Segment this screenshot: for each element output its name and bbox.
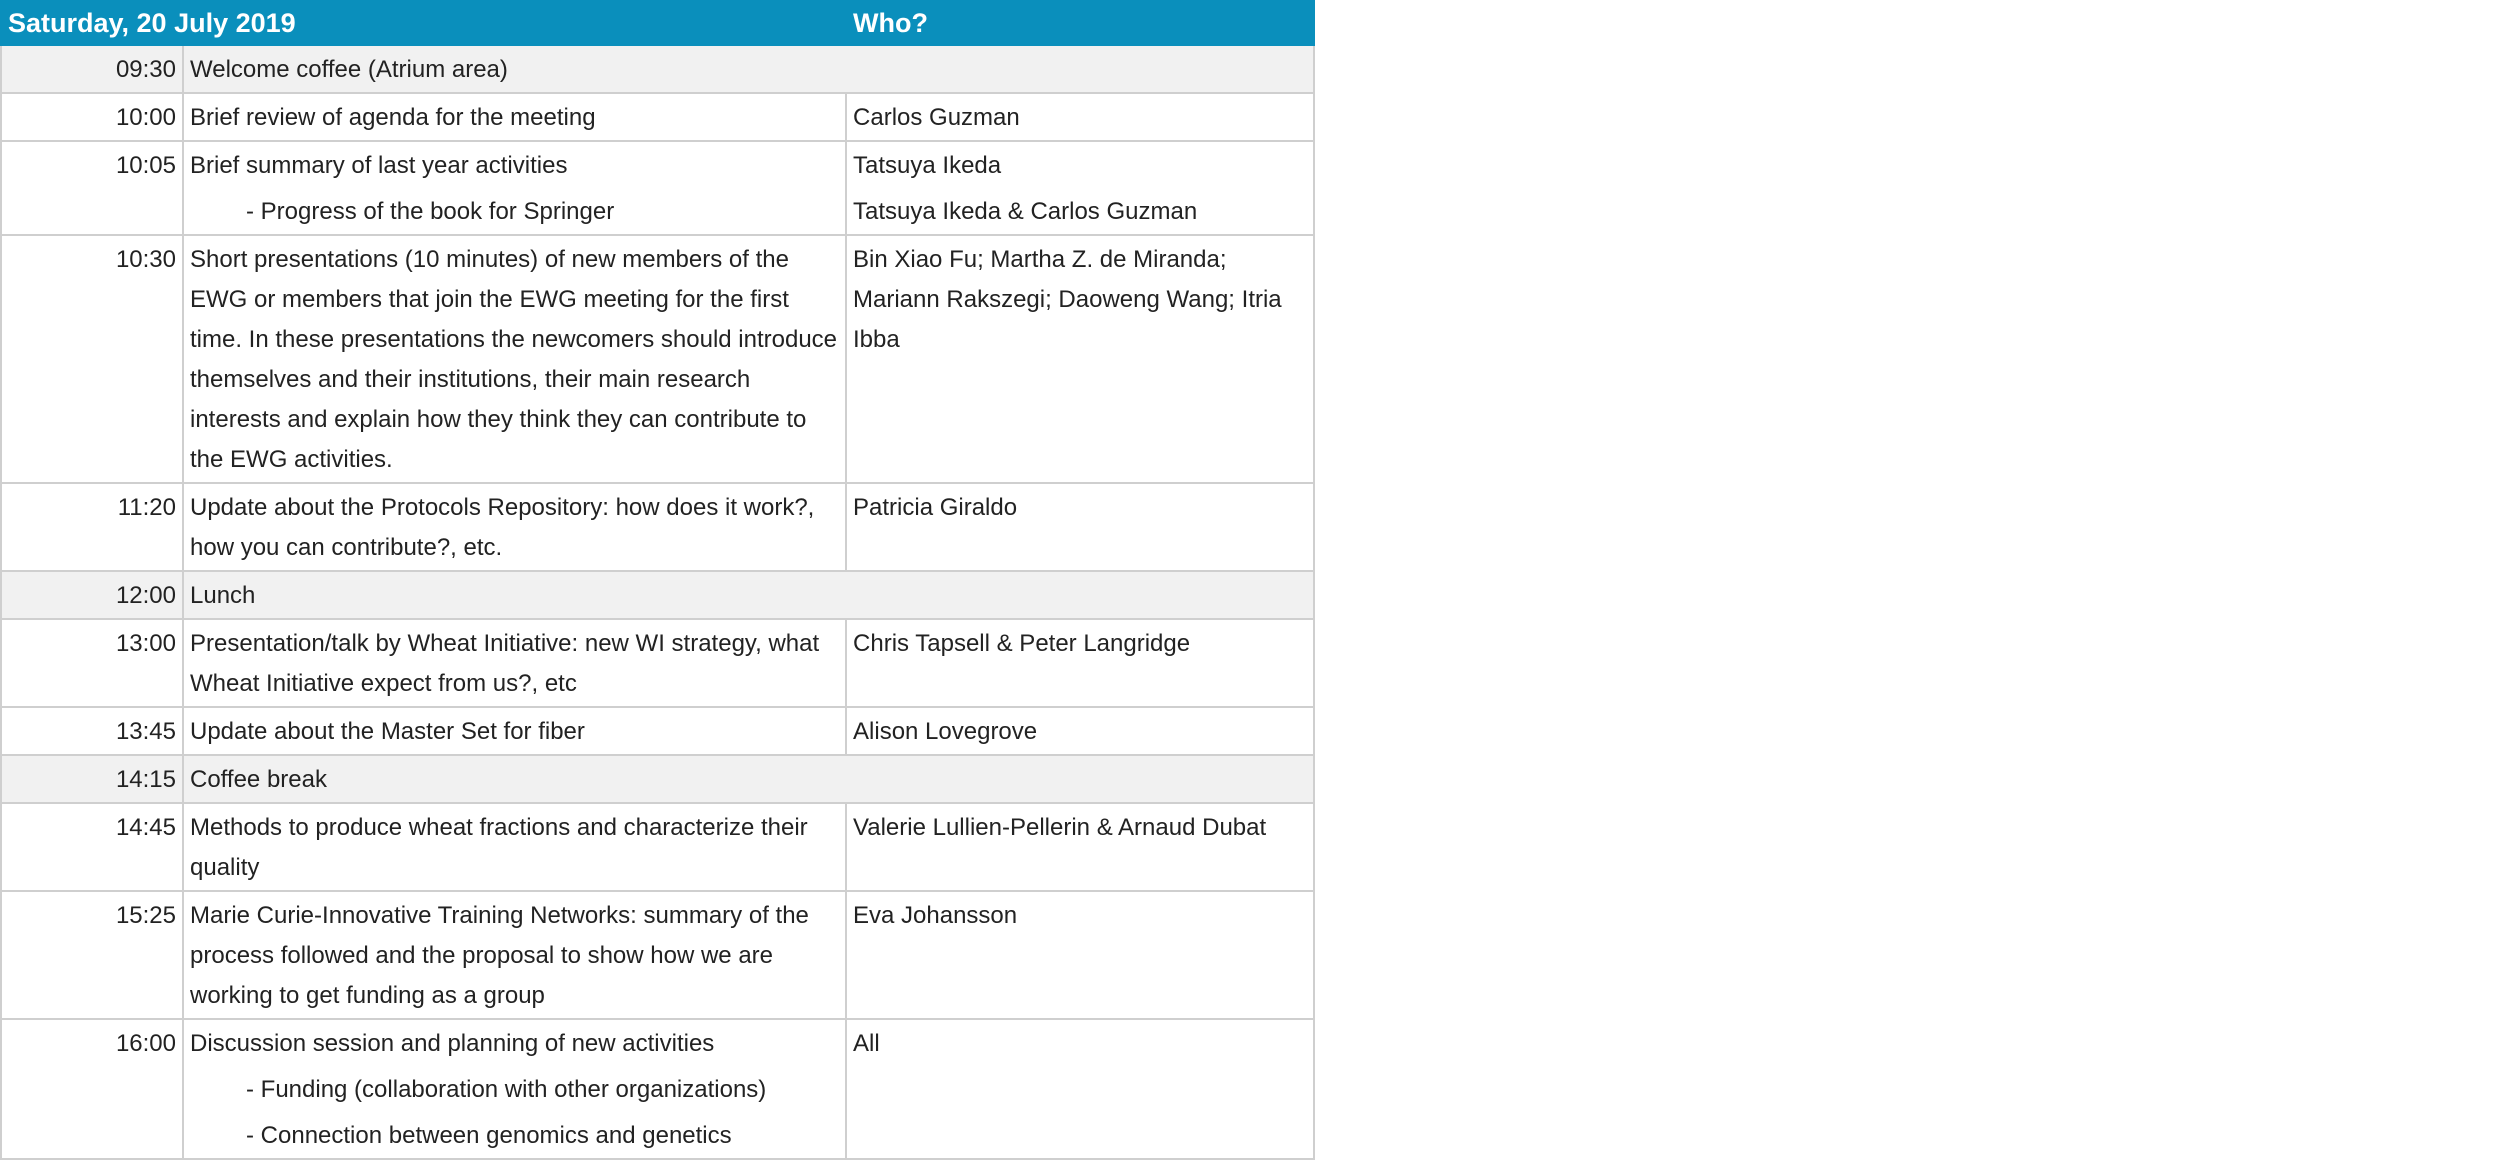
row-who: Carlos Guzman [846, 93, 1314, 141]
row-activity: Coffee break [183, 755, 1314, 803]
row-time: 10:05 [1, 141, 183, 235]
row-activity-cell [183, 1019, 846, 1159]
row-who: All [846, 1019, 1314, 1159]
row-who: Tatsuya Ikeda [853, 152, 1002, 179]
table-row [1, 891, 1314, 1019]
row-time: 13:00 [1, 619, 183, 707]
row-activity: Discussion session and planning of new activities [190, 1030, 715, 1057]
row-sub-item: - Funding (collaboration with other organizations) [246, 1076, 767, 1103]
table-row [1, 619, 1314, 707]
row-activity: Marie Curie-Innovative Training Networks: summary of the process followed and the proposal to show how we are working to get funding as a group [183, 891, 846, 1019]
row-activity: Methods to produce wheat fractions and characterize their quality [183, 803, 846, 891]
table-row [1, 141, 1314, 235]
row-time: 15:25 [1, 891, 183, 1019]
row-time: 12:00 [1, 571, 183, 619]
row-who: Valerie Lullien-Pellerin & Arnaud Dubat [846, 803, 1314, 891]
row-activity: Lunch [183, 571, 1314, 619]
table-row [1, 571, 1314, 619]
row-who: Alison Lovegrove [846, 707, 1314, 755]
row-activity-cell [183, 141, 846, 235]
header-who: Who? [846, 1, 1314, 45]
table-row [1, 1019, 1314, 1159]
header-row [1, 1, 1314, 45]
row-activity: Welcome coffee (Atrium area) [183, 45, 1314, 93]
table-row [1, 483, 1314, 571]
row-time: 11:20 [1, 483, 183, 571]
row-who: Bin Xiao Fu; Martha Z. de Miranda; Mariann Rakszegi; Daoweng Wang; Itria Ibba [846, 235, 1314, 483]
row-sub-item: - Connection between genomics and genetics [246, 1122, 732, 1149]
table-row [1, 45, 1314, 93]
table-row [1, 93, 1314, 141]
row-time: 13:45 [1, 707, 183, 755]
table-row [1, 707, 1314, 755]
row-time: 10:30 [1, 235, 183, 483]
row-activity: Short presentations (10 minutes) of new members of the EWG or members that join the EWG meeting for the first time. In these presentations the newcomers should introduce themselves and their institutions, their main research interests and explain how they think they can contribute to the EWG activities. [183, 235, 846, 483]
row-time: 10:00 [1, 93, 183, 141]
row-activity: Presentation/talk by Wheat Initiative: new WI strategy, what Wheat Initiative expect from us?, etc [183, 619, 846, 707]
header-date: Saturday, 20 July 2019 [1, 1, 846, 45]
row-time: 16:00 [1, 1019, 183, 1159]
row-who-cell [846, 141, 1314, 235]
table-row [1, 755, 1314, 803]
row-time: 09:30 [1, 45, 183, 93]
row-who: Patricia Giraldo [846, 483, 1314, 571]
row-who: Eva Johansson [846, 891, 1314, 1019]
row-activity: Update about the Protocols Repository: how does it work?, how you can contribute?, etc. [183, 483, 846, 571]
row-sub-item: - Progress of the book for Springer [246, 198, 615, 225]
table-row [1, 235, 1314, 483]
row-who: Chris Tapsell & Peter Langridge [846, 619, 1314, 707]
row-time: 14:15 [1, 755, 183, 803]
row-activity: Update about the Master Set for fiber [183, 707, 846, 755]
table-row [1, 803, 1314, 891]
row-time: 14:45 [1, 803, 183, 891]
row-activity: Brief summary of last year activities [190, 152, 568, 179]
row-activity: Brief review of agenda for the meeting [183, 93, 846, 141]
row-who-sub: Tatsuya Ikeda & Carlos Guzman [853, 198, 1198, 225]
